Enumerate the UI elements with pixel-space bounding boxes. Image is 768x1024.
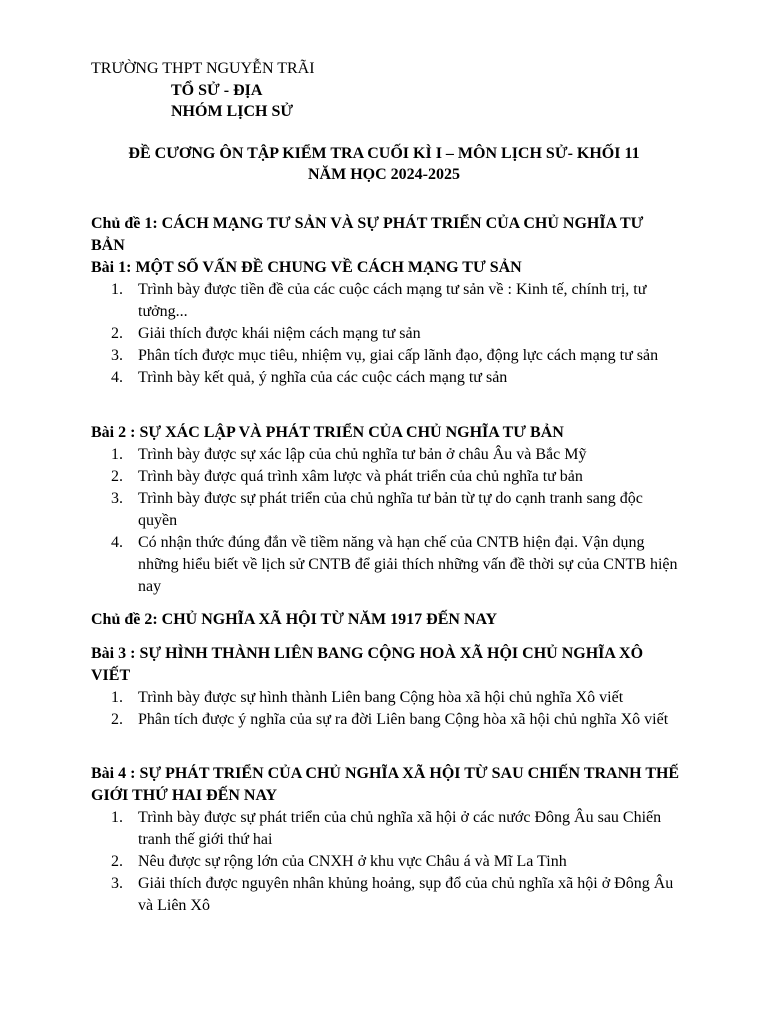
lesson-3-list xyxy=(91,687,681,731)
topic-1-heading: Chủ đề 1: CÁCH MẠNG TƯ SẢN VÀ SỰ PHÁT TRIỂN CỦA CHỦ NGHĨA TƯ BẢN xyxy=(91,215,644,254)
lesson-1-heading: Bài 1: MỘT SỐ VẤN ĐỀ CHUNG VỀ CÁCH MẠNG TƯ SẢN xyxy=(91,259,522,276)
list-number: 4. xyxy=(111,369,123,386)
list-item-text: Trình bày được sự phát triển của chủ nghĩa xã hội ở các nước Đông Âu sau Chiến tranh thế giới thứ hai xyxy=(138,809,662,848)
lesson-3-section xyxy=(91,643,681,731)
lesson-2-list xyxy=(91,444,681,598)
list-item xyxy=(91,709,681,731)
list-item xyxy=(91,873,681,917)
document-title: ĐỀ CƯƠNG ÔN TẬP KIỂM TRA CUỐI KÌ I – MÔN LỊCH SỬ- KHỐI 11 xyxy=(128,145,640,162)
department-name: TỔ SỬ - ĐỊA xyxy=(171,82,263,99)
list-item xyxy=(91,466,681,488)
lesson-3-heading: Bài 3 : SỰ HÌNH THÀNH LIÊN BANG CỘNG HOÀ XÃ HỘI CHỦ NGHĨA XÔ VIẾT xyxy=(91,645,644,684)
list-number: 3. xyxy=(111,490,123,507)
list-number: 1. xyxy=(111,689,123,706)
list-item xyxy=(91,345,681,367)
school-year: NĂM HỌC 2024-2025 xyxy=(308,166,460,183)
list-item xyxy=(91,444,681,466)
list-number: 2. xyxy=(111,711,123,728)
list-item xyxy=(91,532,681,598)
list-item-text: Trình bày kết quả, ý nghĩa của các cuộc cách mạng tư sản xyxy=(138,369,508,386)
topic-2-section xyxy=(91,609,681,631)
list-item xyxy=(91,488,681,532)
list-item-text: Trình bày được sự xác lập của chủ nghĩa tư bản ở châu Âu và Bắc Mỹ xyxy=(138,446,587,463)
list-number: 1. xyxy=(111,281,123,298)
list-number: 4. xyxy=(111,534,123,551)
list-item-text: Trình bày được quá trình xâm lược và phát triển của chủ nghĩa tư bản xyxy=(138,468,583,485)
group-name: NHÓM LỊCH SỬ xyxy=(171,103,294,120)
list-number: 1. xyxy=(111,809,123,826)
school-name: TRƯỜNG THPT NGUYỄN TRÃI xyxy=(91,60,315,77)
lesson-2-section xyxy=(91,422,681,598)
list-number: 1. xyxy=(111,446,123,463)
list-item xyxy=(91,367,681,389)
list-number: 3. xyxy=(111,875,123,892)
list-item-text: Phân tích được mục tiêu, nhiệm vụ, giai cấp lãnh đạo, động lực cách mạng tư sản xyxy=(138,347,659,364)
list-number: 2. xyxy=(111,468,123,485)
list-item-text: Giải thích được nguyên nhân khủng hoảng, sụp đổ của chủ nghĩa xã hội ở Đông Âu và Liên Xô xyxy=(138,875,674,914)
topic-1-section xyxy=(91,213,681,389)
list-item xyxy=(91,851,681,873)
list-item xyxy=(91,323,681,345)
list-item-text: Trình bày được tiền đề của các cuộc cách mạng tư sản về : Kinh tế, chính trị, tư tưởng... xyxy=(138,281,647,320)
list-number: 3. xyxy=(111,347,123,364)
lesson-1-list xyxy=(91,279,681,389)
lesson-4-section xyxy=(91,763,681,917)
list-item xyxy=(91,807,681,851)
list-item xyxy=(91,687,681,709)
lesson-4-heading: Bài 4 : SỰ PHÁT TRIỂN CỦA CHỦ NGHĨA XÃ HỘI TỪ SAU CHIẾN TRANH THẾ GIỚI THỨ HAI ĐẾN NAY xyxy=(91,765,680,804)
list-item-text: Trình bày được sự hình thành Liên bang Cộng hòa xã hội chủ nghĩa Xô viết xyxy=(138,689,624,706)
list-item-text: Phân tích được ý nghĩa của sự ra đời Liên bang Cộng hòa xã hội chủ nghĩa Xô viết xyxy=(138,711,669,728)
lesson-4-list xyxy=(91,807,681,917)
list-item-text: Giải thích được khái niệm cách mạng tư sản xyxy=(138,325,421,342)
list-item-text: Trình bày được sự phát triển của chủ nghĩa tư bản từ tự do cạnh tranh sang độc quyền xyxy=(138,490,643,529)
list-number: 2. xyxy=(111,853,123,870)
list-item-text: Có nhận thức đúng đắn về tiềm năng và hạn chế của CNTB hiện đại. Vận dụng những hiểu biết về lịch sử CNTB để giải thích những vấn đề thời sự của CNTB hiện nay xyxy=(138,534,678,595)
list-item-text: Nêu được sự rộng lớn của CNXH ở khu vực Châu á và Mĩ La Tinh xyxy=(138,853,567,870)
topic-2-heading: Chủ đề 2: CHỦ NGHĨA XÃ HỘI TỪ NĂM 1917 ĐẾN NAY xyxy=(91,611,498,628)
lesson-2-heading: Bài 2 : SỰ XÁC LẬP VÀ PHÁT TRIỂN CỦA CHỦ NGHĨA TƯ BẢN xyxy=(91,424,564,441)
list-number: 2. xyxy=(111,325,123,342)
list-item xyxy=(91,279,681,323)
